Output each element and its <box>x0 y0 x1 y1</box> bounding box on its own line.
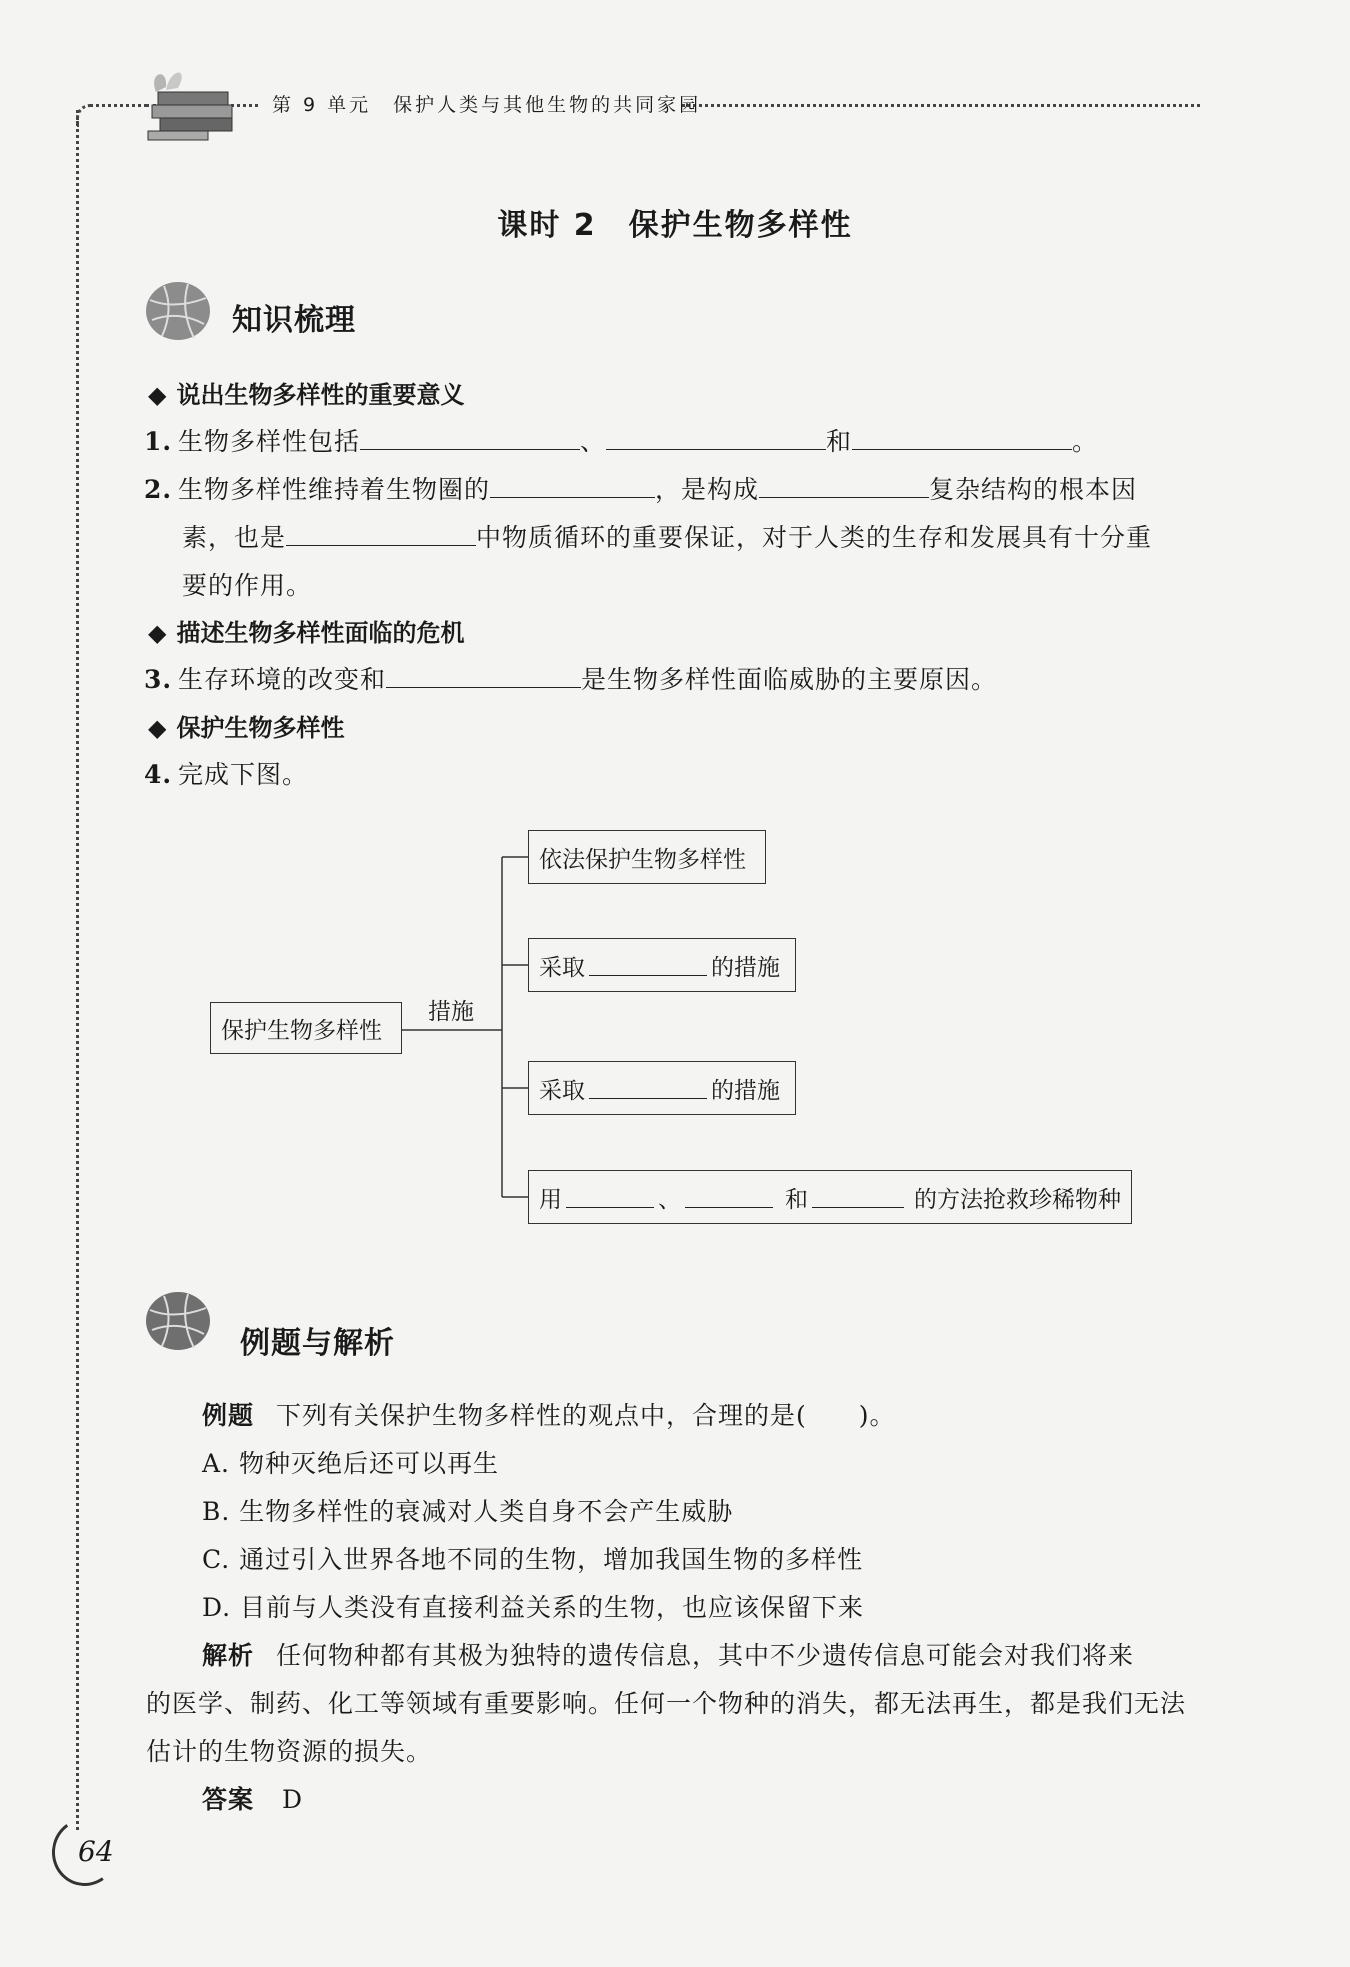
diagram-branch-4: 用 、 和 的方法抢救珍稀物种 <box>528 1170 1132 1224</box>
unit-header: 第 9 单元 保护人类与其他生物的共同家园 <box>272 94 702 116</box>
question-3: 3. 生存环境的改变和 是生物多样性面临威胁的主要原因。 <box>144 665 998 694</box>
diagram-branch-2: 采取 的措施 <box>528 938 796 992</box>
topic-heading-1: ◆ 说出生物多样性的重要意义 <box>148 381 465 409</box>
diagram-edge-label: 措施 <box>428 999 474 1025</box>
question-2-line-2: 素，也是 中物质循环的重要保证，对于人类的生存和发展具有十分重 <box>182 523 1153 552</box>
section-globe-icon <box>144 1290 212 1352</box>
question-2-line-3: 要的作用。 <box>182 571 313 600</box>
analysis-line-1: 解析 任何物种都有其极为独特的遗传信息，其中不少遗传信息可能会对我们将来 <box>202 1641 1135 1670</box>
option-a: A. 物种灭绝后还可以再生 <box>202 1449 499 1478</box>
diamond-bullet-icon: ◆ <box>148 381 167 409</box>
question-4: 4. 完成下图。 <box>144 760 309 789</box>
analysis-line-3: 估计的生物资源的损失。 <box>146 1737 433 1766</box>
option-c: C. 通过引入世界各地不同的生物，增加我国生物的多样性 <box>202 1545 864 1574</box>
option-d: D. 目前与人类没有直接利益关系的生物，也应该保留下来 <box>202 1593 865 1622</box>
lesson-title: 课时 2 保护生物多样性 <box>497 208 853 243</box>
option-b: B. 生物多样性的衰减对人类自身不会产生威胁 <box>202 1497 734 1526</box>
answer-line: 答案 D <box>202 1785 304 1814</box>
section-title-examples: 例题与解析 <box>240 1326 395 1361</box>
diagram-branch-1: 依法保护生物多样性 <box>528 830 766 884</box>
diagram-branch-3: 采取 的措施 <box>528 1061 796 1115</box>
question-1: 1. 生物多样性包括 、 和 。 <box>144 427 1099 456</box>
example-question: 例题 下列有关保护生物多样性的观点中，合理的是( )。 <box>202 1401 896 1430</box>
topic-heading-2: ◆ 描述生物多样性面临的危机 <box>148 619 465 647</box>
diagram-root-box: 保护生物多样性 <box>210 1002 402 1054</box>
question-2-line-1: 2. 生物多样性维持着生物圈的 ，是构成 复杂结构的根本因 <box>144 475 1138 504</box>
section-title-knowledge: 知识梳理 <box>232 303 356 338</box>
blank[interactable] <box>589 955 707 976</box>
diamond-bullet-icon: ◆ <box>148 619 167 647</box>
blank[interactable] <box>566 1187 654 1208</box>
topic-heading-3: ◆ 保护生物多样性 <box>148 714 345 742</box>
blank[interactable] <box>589 1078 707 1099</box>
blank[interactable] <box>812 1187 904 1208</box>
diamond-bullet-icon: ◆ <box>148 714 167 742</box>
page-number: 64 <box>78 1835 114 1868</box>
blank[interactable] <box>685 1187 773 1208</box>
analysis-line-2: 的医学、制药、化工等领域有重要影响。任何一个物种的消失，都无法再生，都是我们无法 <box>146 1689 1187 1718</box>
